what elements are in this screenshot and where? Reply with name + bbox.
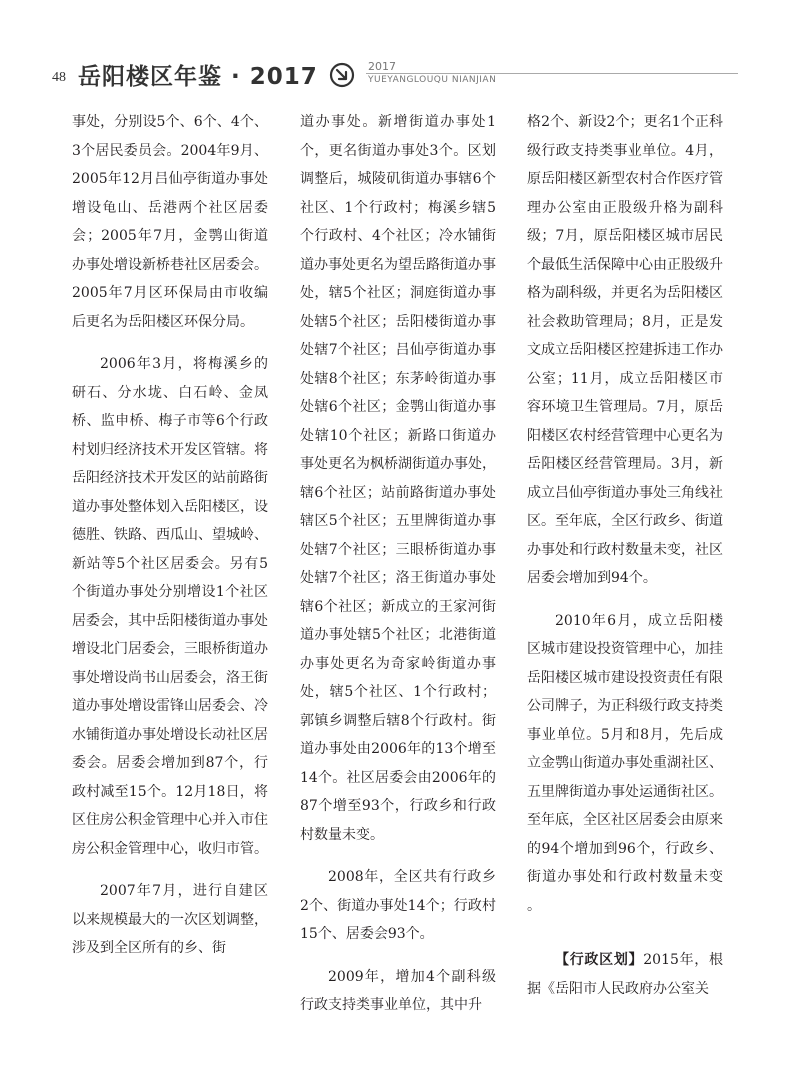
page-header bbox=[0, 0, 793, 100]
text-column-2 bbox=[300, 108, 496, 1020]
text-column-1 bbox=[72, 108, 268, 963]
paragraph: 2010年6月，成立岳阳楼区城市建设投资管理中心，加挂岳阳楼区城市建设投资责任有限公司牌子，为正科级行政支持类事业单位。5月和8月，先后成立金鹗山街道办事处重湖社区、五里牌街道办事处运通街社区。至年底，全区社区居委会由原来的94个增加到96个，行政乡、街道办事处和行政村数量未变 。 bbox=[527, 612, 723, 914]
book-title: 岳阳楼区年鉴 · 2017 bbox=[78, 64, 318, 90]
paragraph: 2009年，增加4个副科级行政支持类事业单位，其中升 bbox=[300, 968, 496, 1013]
paragraph: 事处，分别设5个、6个、4个、3个居民委员会。2004年9月、2005年12月吕仙亭街道办事处增设龟山、岳港两个社区居委会；2005年7月，金鹗山街道办事处增设新桥巷社区居委会。2005年7月区环保局由市收编后更名为岳阳楼区环保分局。 bbox=[72, 114, 268, 330]
page-number: 48 bbox=[52, 70, 66, 85]
paragraph: 2006年3月，将梅溪乡的研石、分水垅、白石岭、金凤桥、监申桥、梅子市等6个行政村划归经济技术开发区管辖。将岳阳经济技术开发区的站前路街道办事处整体划入岳阳楼区，设德胜、铁路、西瓜山、望城岭、新站等5个社区居委会。另有5个街道办事处分别增设1个社区居委会，其中岳阳楼街道办事处增设北门居委会，三眼桥街道办事处增设尚书山居委会，洛王街道办事处增设雷锋山居委会、冷水铺街道办事处增设长动社区居委会。居委会增加到87个，行政村减至15个。12月18日，将区住房公积金管理中心并入市住房公积金管理中心，收归市管。 bbox=[72, 356, 268, 857]
header-pinyin: YUEYANGLOUQU NIANJIAN bbox=[368, 75, 497, 85]
paragraph bbox=[527, 946, 723, 1003]
arrow-circle-icon bbox=[329, 62, 355, 88]
header-divider bbox=[366, 73, 738, 74]
header-year: 2017 bbox=[368, 60, 396, 73]
paragraph: 2007年7月，进行自建区以来规模最大的一次区划调整，涉及到全区所有的乡、街 bbox=[72, 883, 268, 956]
paragraph: 道办事处。新增街道办事处1个，更名街道办事处3个。区划调整后，城陵矶街道办事辖6个社区、1个行政村；梅溪乡辖5个行政村、4个社区；冷水铺街道办事处更名为望岳路街道办事处，辖5个社区；洞庭街道办事处辖5个社区；岳阳楼街道办事处辖7个社区；吕仙亭街道办事处辖8个社区；东茅岭街道办事处辖6个社区；金鹗山街道办事处辖10个社区；新路口街道办事处更名为枫桥湖街道办事处，辖6个社区；站前路街道办事处辖区5个社区；五里牌街道办事处辖7个社区；三眼桥街道办事处辖7个社区；洛王街道办事处辖6个社区；新成立的王家河街道办事处辖5个社区；北港街道办事处更名为奇家岭街道办事处，辖5个社区、1个行政村；郭镇乡调整后辖8个行政村。街道办事处由2006年的13个增至14个。社区居委会由2006年的87个增至93个，行政乡和行政村数量未变。 bbox=[300, 114, 496, 843]
text-column-3 bbox=[527, 108, 723, 1003]
paragraph-text: 2015年，根据《岳阳市人民政府办公室关 bbox=[527, 952, 723, 997]
section-heading: 【行政区划】 bbox=[555, 952, 644, 968]
paragraph: 2008年，全区共有行政乡2个、街道办事处14个；行政村15个、居委会93个。 bbox=[300, 869, 496, 942]
paragraph: 格2个、新设2个；更名1个正科级行政支持类事业单位。4月，原岳阳楼区新型农村合作医疗管理办公室由正股级升格为副科级；7月，原岳阳楼区城市居民个最低生活保障中心由正股级升格为副科级，并更名为岳阳楼区社会救助管理局；8月，正是发文成立岳阳楼区控建拆违工作办公室；11月，成立岳阳楼区市容环境卫生管理局。7月，原岳阳楼区农村经营管理中心更名为岳阳楼区经营管理局。3月，新成立吕仙亭街道办事处三角线社区。至年底，全区行政乡、街道办事处和行政村数量未变，社区居委会增加到94个。 bbox=[527, 114, 723, 586]
